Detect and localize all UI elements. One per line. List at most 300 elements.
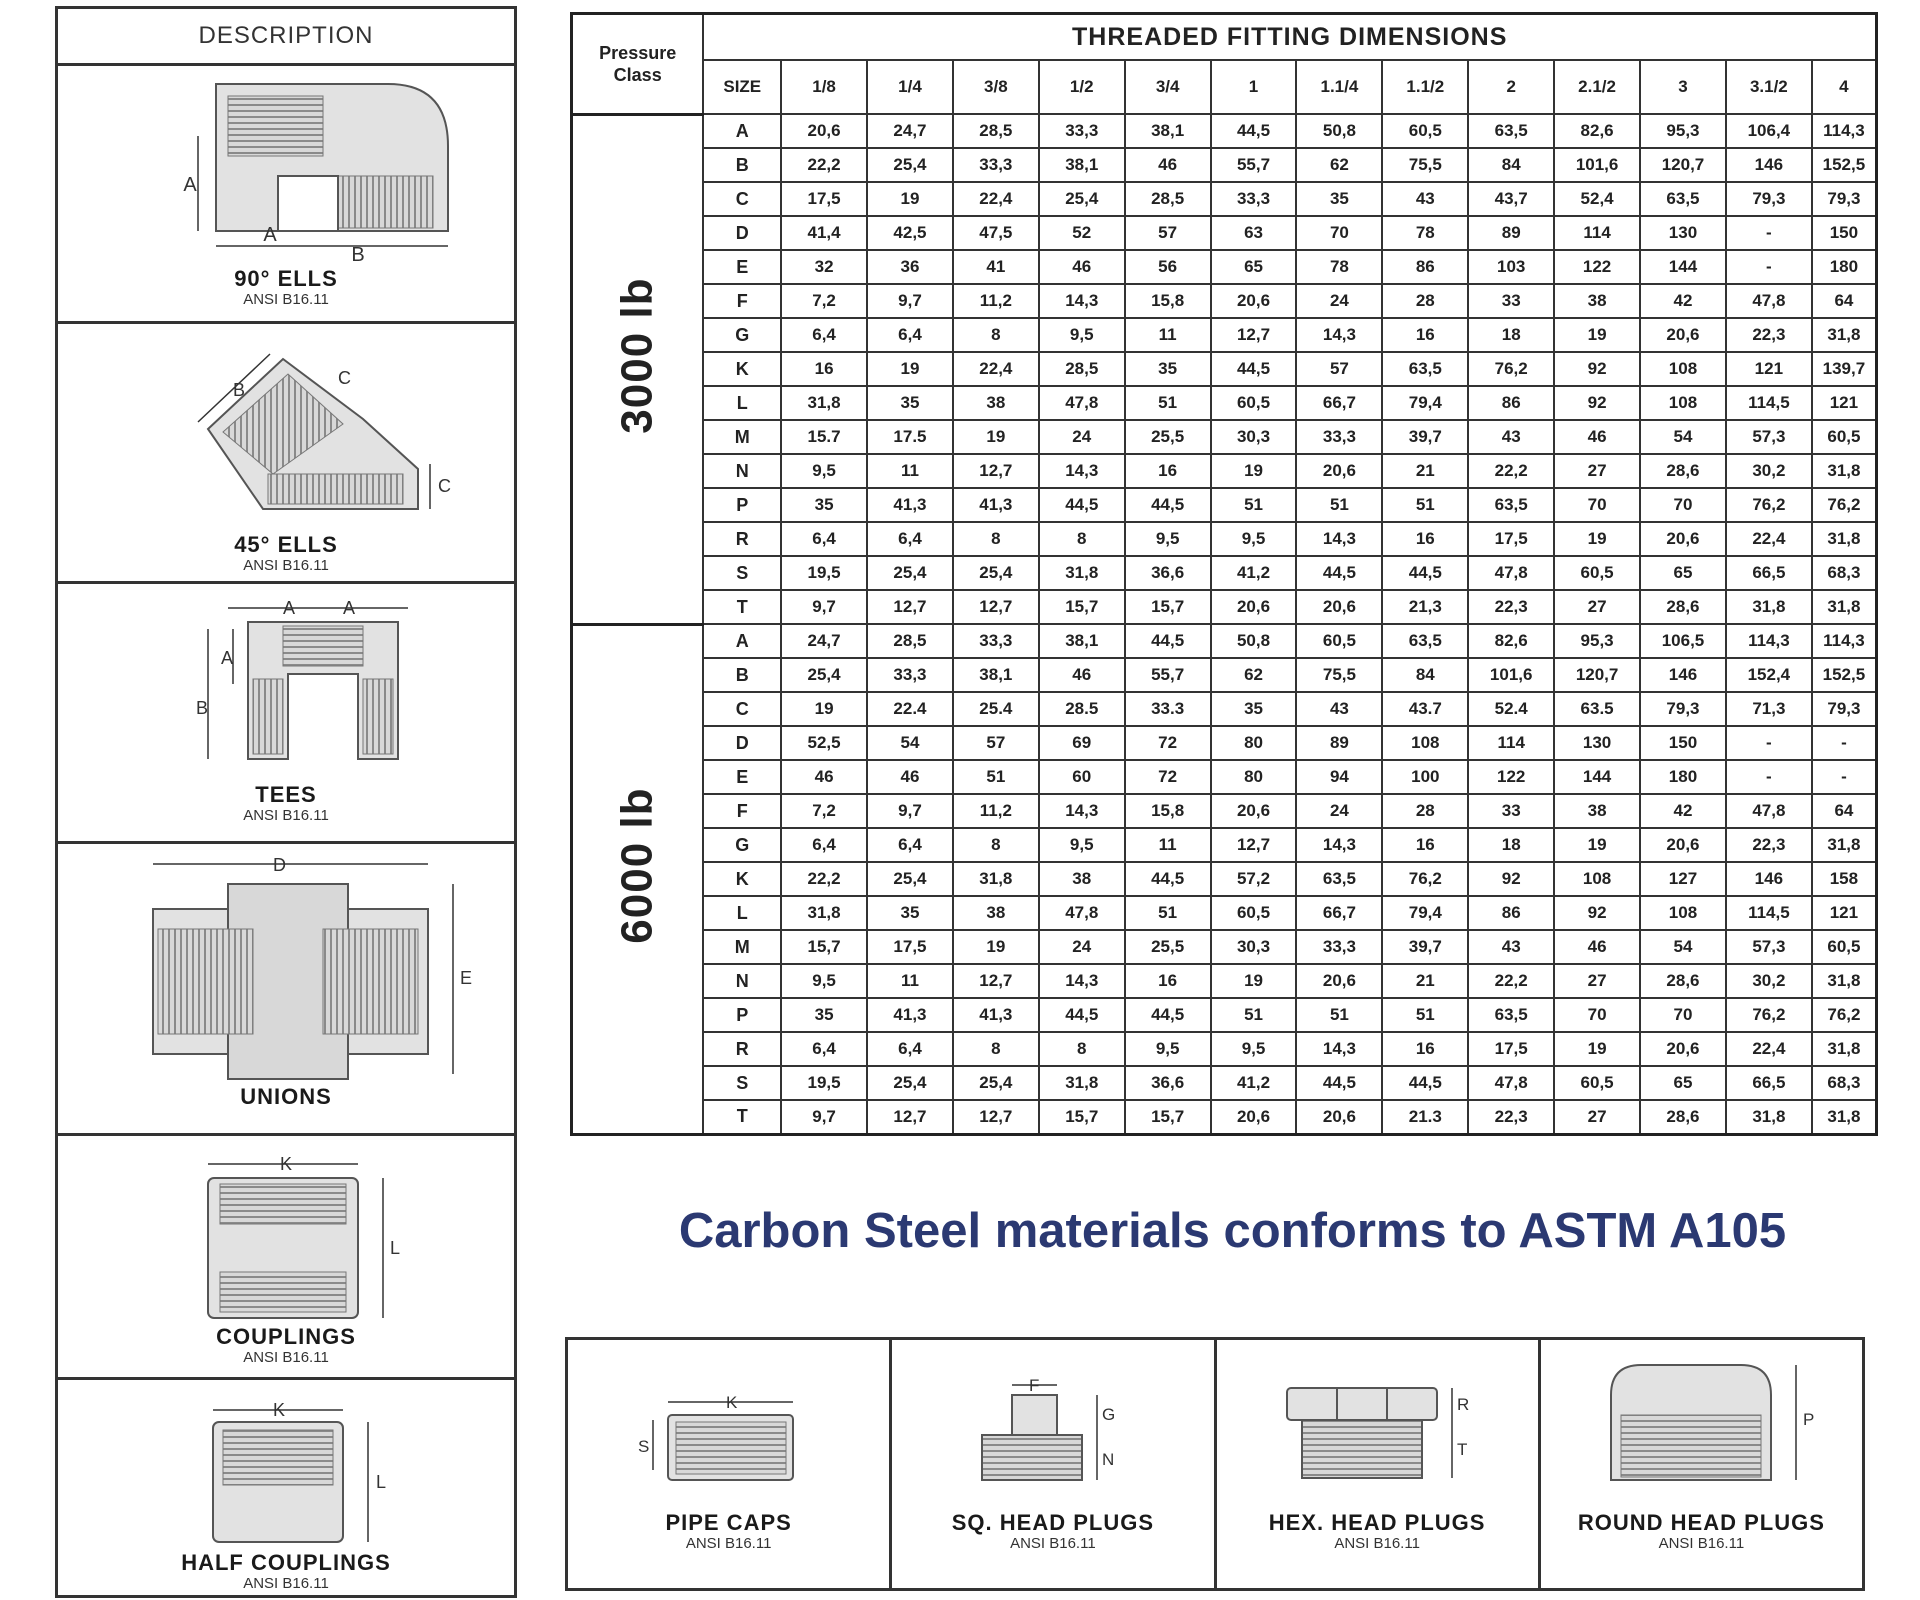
table-cell: 44,5 [1039,488,1125,522]
table-cell: 19 [1211,964,1297,998]
table-cell: 7,2 [781,284,867,318]
table-cell: 19 [1554,828,1640,862]
table-cell: 20,6 [1211,794,1297,828]
dimension-letter: G [703,318,781,352]
table-cell: 24 [1296,794,1382,828]
table-cell: 108 [1640,386,1726,420]
table-cell: 28,6 [1640,454,1726,488]
table-cell: 11 [867,454,953,488]
table-cell: 25,4 [1039,182,1125,216]
ells-90-cell [58,66,514,324]
table-cell: 52,5 [781,726,867,760]
table-cell: 33,3 [1296,930,1382,964]
table-row [572,488,1877,522]
table-cell: 33 [1468,284,1554,318]
table-cell: 38,1 [1039,624,1125,658]
table-cell: 79,4 [1382,896,1468,930]
table-cell: - [1726,760,1812,794]
table-cell: 15,7 [1039,1100,1125,1134]
table-cell: 79,3 [1726,182,1812,216]
table-cell: 22,3 [1726,318,1812,352]
table-cell: 15,7 [1039,590,1125,624]
table-cell: 25.4 [953,692,1039,726]
table-cell: 43 [1296,692,1382,726]
table-cell: 6,4 [781,318,867,352]
table-cell: 9,7 [867,794,953,828]
table-row [572,386,1877,420]
table-cell: 8 [953,828,1039,862]
table-cell: 120,7 [1554,658,1640,692]
table-cell: 41,3 [953,488,1039,522]
table-cell: 35 [1211,692,1297,726]
table-cell: 43,7 [1468,182,1554,216]
table-title: THREADED FITTING DIMENSIONS [703,14,1876,61]
table-cell: 8 [1039,1032,1125,1066]
table-cell: 17,5 [1468,522,1554,556]
table-cell: 12,7 [1211,828,1297,862]
table-cell: 19 [1211,454,1297,488]
table-cell: 108 [1554,862,1640,896]
svg-text:F: F [1029,1376,1040,1395]
table-cell: - [1726,726,1812,760]
table-cell: 121 [1812,386,1877,420]
table-cell: 51 [1211,488,1297,522]
table-cell: 18 [1468,318,1554,352]
svg-text:T: T [1456,1440,1467,1459]
table-cell: 31,8 [1812,318,1877,352]
dimension-letter: K [703,352,781,386]
table-cell: 31,8 [781,896,867,930]
table-cell: 28,6 [1640,1100,1726,1134]
table-row [572,828,1877,862]
table-cell: 95,3 [1554,624,1640,658]
table-cell: 46 [1039,658,1125,692]
table-cell: 106,4 [1726,114,1812,148]
threaded-fitting-dimensions-table [570,12,1878,1136]
half-couplings-caption: HALF COUPLINGS ANSI B16.11 [181,1550,391,1592]
table-cell: 6,4 [867,522,953,556]
table-cell: 28,6 [1640,964,1726,998]
table-cell: 44,5 [1211,352,1297,386]
table-cell: 39,7 [1382,930,1468,964]
table-cell: 63,5 [1382,352,1468,386]
table-cell: 41,4 [781,216,867,250]
table-cell: 76,2 [1812,488,1877,522]
size-header: 1/4 [867,60,953,114]
table-cell: 55,7 [1211,148,1297,182]
table-cell: 6,4 [867,1032,953,1066]
table-row [572,726,1877,760]
table-cell: 20,6 [1640,1032,1726,1066]
table-cell: 33,3 [1211,182,1297,216]
size-header: 2 [1468,60,1554,114]
table-cell: 41,3 [867,998,953,1032]
table-cell: 9,5 [1125,1032,1211,1066]
table-cell: 28.5 [1039,692,1125,726]
dimension-letter: S [703,556,781,590]
table-cell: 64 [1812,284,1877,318]
table-cell: 122 [1468,760,1554,794]
table-cell: 31,8 [1812,522,1877,556]
dimension-letter: N [703,964,781,998]
table-cell: 44,5 [1296,1066,1382,1100]
table-cell: 25,4 [867,1066,953,1100]
table-cell: 36,6 [1125,1066,1211,1100]
table-cell: 18 [1468,828,1554,862]
table-cell: 144 [1640,250,1726,284]
table-cell: 79,3 [1812,182,1877,216]
table-cell: 9,5 [1039,828,1125,862]
table-cell: 28,5 [953,114,1039,148]
table-cell: 14,3 [1039,794,1125,828]
table-cell: 17,5 [1468,1032,1554,1066]
table-row [572,896,1877,930]
table-cell: 12,7 [867,590,953,624]
dimension-letter: A [703,114,781,148]
table-cell: 65 [1640,1066,1726,1100]
table-cell: 66,5 [1726,556,1812,590]
table-cell: 36,6 [1125,556,1211,590]
svg-text:B: B [351,244,365,266]
table-cell: 57 [1125,216,1211,250]
table-cell: 114 [1554,216,1640,250]
table-row [572,794,1877,828]
table-cell: 60,5 [1296,624,1382,658]
table-cell: 14,3 [1296,522,1382,556]
table-cell: 39,7 [1382,420,1468,454]
svg-text:L: L [376,1472,387,1492]
size-header-row [572,60,1877,114]
table-cell: 46 [867,760,953,794]
svg-text:K: K [273,1400,286,1420]
table-cell: 42,5 [867,216,953,250]
size-header: 2.1/2 [1554,60,1640,114]
table-cell: 8 [1039,522,1125,556]
table-row [572,556,1877,590]
table-cell: 50,8 [1211,624,1297,658]
table-cell: 31,8 [1812,1100,1877,1134]
table-cell: 9,5 [1039,318,1125,352]
half-couplings-cell [58,1380,514,1595]
table-cell: 16 [1382,828,1468,862]
table-cell: 63,5 [1382,624,1468,658]
table-cell: 180 [1812,250,1877,284]
table-cell: 20,6 [1296,590,1382,624]
table-cell: 43 [1468,930,1554,964]
table-cell: 55,7 [1125,658,1211,692]
ells-45-caption: 45° ELLS ANSI B16.11 [234,532,338,574]
table-cell: 14,3 [1039,454,1125,488]
size-header: 1 [1211,60,1297,114]
table-cell: 57 [953,726,1039,760]
dimension-letter: G [703,828,781,862]
table-cell: 89 [1468,216,1554,250]
pipe-caps-caption: PIPE CAPS ANSI B16.11 [665,1510,792,1552]
table-cell: 47,5 [953,216,1039,250]
table-cell: 28,5 [867,624,953,658]
table-cell: 72 [1125,726,1211,760]
table-cell: 11 [867,964,953,998]
table-cell: 9,7 [781,590,867,624]
table-cell: 30,3 [1211,420,1297,454]
table-cell: 146 [1726,148,1812,182]
table-cell: 9,5 [1125,522,1211,556]
table-cell: 86 [1468,896,1554,930]
table-cell: - [1726,216,1812,250]
table-cell: 114,3 [1812,114,1877,148]
table-row [572,352,1877,386]
table-cell: 70 [1640,998,1726,1032]
couplings-cell [58,1136,514,1380]
table-cell: 41,3 [867,488,953,522]
table-cell: 121 [1812,896,1877,930]
table-cell: 27 [1554,590,1640,624]
table-cell: 27 [1554,1100,1640,1134]
table-cell: 22,2 [781,862,867,896]
table-row [572,114,1877,148]
table-cell: 92 [1554,352,1640,386]
svg-text:D: D [273,855,286,875]
table-cell: 12,7 [953,1100,1039,1134]
svg-text:E: E [460,968,473,988]
table-cell: 21.3 [1382,1100,1468,1134]
table-cell: 89 [1296,726,1382,760]
svg-text:K: K [280,1154,293,1174]
table-cell: 62 [1211,658,1297,692]
table-row [572,1066,1877,1100]
table-cell: 22,2 [1468,964,1554,998]
table-cell: 22,4 [1726,522,1812,556]
table-cell: 60,5 [1211,386,1297,420]
table-cell: 14,3 [1039,284,1125,318]
table-cell: 11 [1125,828,1211,862]
table-cell: 28 [1382,794,1468,828]
pressure-class-label: 3000 lb [572,114,704,624]
table-cell: 68,3 [1812,1066,1877,1100]
table-cell: 6,4 [781,1032,867,1066]
table-cell: 21 [1382,454,1468,488]
table-cell: 52,4 [1554,182,1640,216]
table-cell: 31,8 [1812,964,1877,998]
table-cell: 60,5 [1812,930,1877,964]
table-cell: 54 [1640,420,1726,454]
table-cell: 79,4 [1382,386,1468,420]
table-cell: 19 [867,352,953,386]
table-cell: 42 [1640,794,1726,828]
table-cell: 17,5 [867,930,953,964]
table-cell: 25,5 [1125,930,1211,964]
table-cell: 152,5 [1812,148,1877,182]
dimension-letter: P [703,998,781,1032]
table-cell: 15,8 [1125,284,1211,318]
table-cell: 69 [1039,726,1125,760]
table-cell: 24,7 [781,624,867,658]
table-row [572,930,1877,964]
table-cell: 75,5 [1382,148,1468,182]
table-cell: 33 [1468,794,1554,828]
table-cell: 19,5 [781,1066,867,1100]
table-cell: 66,5 [1726,1066,1812,1100]
dimension-letter: L [703,386,781,420]
table-cell: 14,3 [1039,964,1125,998]
table-row [572,998,1877,1032]
table-cell: 20,6 [1640,522,1726,556]
table-cell: 78 [1296,250,1382,284]
table-cell: 22.4 [867,692,953,726]
table-cell: 19,5 [781,556,867,590]
table-cell: 38,1 [1125,114,1211,148]
table-cell: 35 [1125,352,1211,386]
table-cell: 15,7 [1125,590,1211,624]
table-cell: 31,8 [1812,828,1877,862]
material-note: Carbon Steel materials conforms to ASTM A105 [678,1204,1787,1258]
pressure-class-header: Pressure Class [572,14,704,115]
table-cell: 19 [1554,318,1640,352]
table-cell: 36 [867,250,953,284]
table-cell: 66,7 [1296,896,1382,930]
table-cell: 20,6 [1211,590,1297,624]
table-cell: 19 [781,692,867,726]
tees-caption: TEES ANSI B16.11 [243,782,329,824]
table-cell: 38 [1039,862,1125,896]
table-cell: 63,5 [1296,862,1382,896]
svg-text:A: A [221,648,234,668]
table-cell: 21 [1382,964,1468,998]
table-cell: 100 [1382,760,1468,794]
table-cell: 50,8 [1296,114,1382,148]
table-cell: 15,7 [1125,1100,1211,1134]
table-row [572,624,1877,658]
pipe-cap-icon [568,1340,890,1510]
table-cell: 33,3 [953,148,1039,182]
table-cell: 24 [1296,284,1382,318]
table-cell: 47,8 [1039,896,1125,930]
table-cell: 17.5 [867,420,953,454]
table-cell: 47,8 [1468,556,1554,590]
table-cell: 57,2 [1211,862,1297,896]
table-cell: 30,2 [1726,964,1812,998]
table-cell: 31,8 [1812,1032,1877,1066]
table-cell: 62 [1296,148,1382,182]
table-cell: 63.5 [1554,692,1640,726]
table-cell: 46 [781,760,867,794]
table-cell: 150 [1812,216,1877,250]
pipe-caps-cell [568,1340,892,1588]
table-cell: 16 [1125,454,1211,488]
table-cell: 150 [1640,726,1726,760]
table-cell: 57,3 [1726,930,1812,964]
table-cell: 76,2 [1468,352,1554,386]
dimension-letter: L [703,896,781,930]
table-cell: 122 [1554,250,1640,284]
table-cell: 94 [1296,760,1382,794]
table-cell: 44,5 [1382,1066,1468,1100]
table-cell: 44,5 [1125,624,1211,658]
table-cell: 64 [1812,794,1877,828]
table-cell: 127 [1640,862,1726,896]
svg-text:A: A [343,598,356,618]
table-cell: 152,5 [1812,658,1877,692]
hex-head-plugs-cell [1217,1340,1541,1588]
round-head-plug-icon [1541,1340,1863,1510]
svg-text:K: K [726,1393,738,1412]
table-cell: 15.7 [781,420,867,454]
table-cell: 20,6 [1211,284,1297,318]
table-row [572,692,1877,726]
table-cell: 44,5 [1382,556,1468,590]
dimension-letter: D [703,216,781,250]
table-cell: 31,8 [781,386,867,420]
table-row [572,522,1877,556]
table-row [572,318,1877,352]
table-cell: 180 [1640,760,1726,794]
table-cell: 16 [1125,964,1211,998]
table-cell: 76,2 [1726,488,1812,522]
table-cell: 16 [1382,522,1468,556]
table-cell: - [1812,760,1877,794]
tees-cell [58,584,514,844]
size-header: 4 [1812,60,1877,114]
table-cell: 101,6 [1554,148,1640,182]
dimension-letter: C [703,182,781,216]
description-header: DESCRIPTION [58,9,514,66]
table-cell: 35 [781,488,867,522]
description-panel [55,6,517,1598]
table-cell: 114 [1468,726,1554,760]
table-cell: 8 [953,1032,1039,1066]
table-cell: 12,7 [953,964,1039,998]
table-cell: 76,2 [1812,998,1877,1032]
table-cell: 92 [1554,386,1640,420]
table-cell: 28 [1382,284,1468,318]
table-cell: 20,6 [1211,1100,1297,1134]
table-cell: 60,5 [1812,420,1877,454]
table-cell: 11,2 [953,794,1039,828]
table-cell: 33,3 [1039,114,1125,148]
table-cell: 63,5 [1468,114,1554,148]
table-cell: 71,3 [1726,692,1812,726]
svg-text:A: A [263,224,277,246]
unions-caption: UNIONS [240,1084,332,1109]
table-cell: 65 [1640,556,1726,590]
table-cell: 22,4 [953,182,1039,216]
hex-head-plugs-caption: HEX. HEAD PLUGS ANSI B16.11 [1268,1510,1486,1552]
dimension-letter: S [703,1066,781,1100]
table-cell: 51 [1382,488,1468,522]
table-cell: 20,6 [1640,318,1726,352]
ells-45-cell [58,324,514,584]
table-cell: 54 [1640,930,1726,964]
dimension-letter: A [703,624,781,658]
table-cell: 51 [1382,998,1468,1032]
table-cell: 21,3 [1382,590,1468,624]
table-cell: 6,4 [781,828,867,862]
couplings-caption: COUPLINGS ANSI B16.11 [216,1324,356,1366]
table-cell: 38 [1554,794,1640,828]
size-header: 3.1/2 [1726,60,1812,114]
table-cell: 41 [953,250,1039,284]
table-cell: 33,3 [867,658,953,692]
table-cell: 8 [953,318,1039,352]
table-cell: 82,6 [1468,624,1554,658]
dimension-letter: M [703,930,781,964]
table-cell: 22,4 [953,352,1039,386]
table-row [572,1032,1877,1066]
dimension-letter: R [703,522,781,556]
table-cell: 31,8 [1726,590,1812,624]
hex-head-plug-icon [1217,1340,1539,1510]
table-cell: 16 [781,352,867,386]
